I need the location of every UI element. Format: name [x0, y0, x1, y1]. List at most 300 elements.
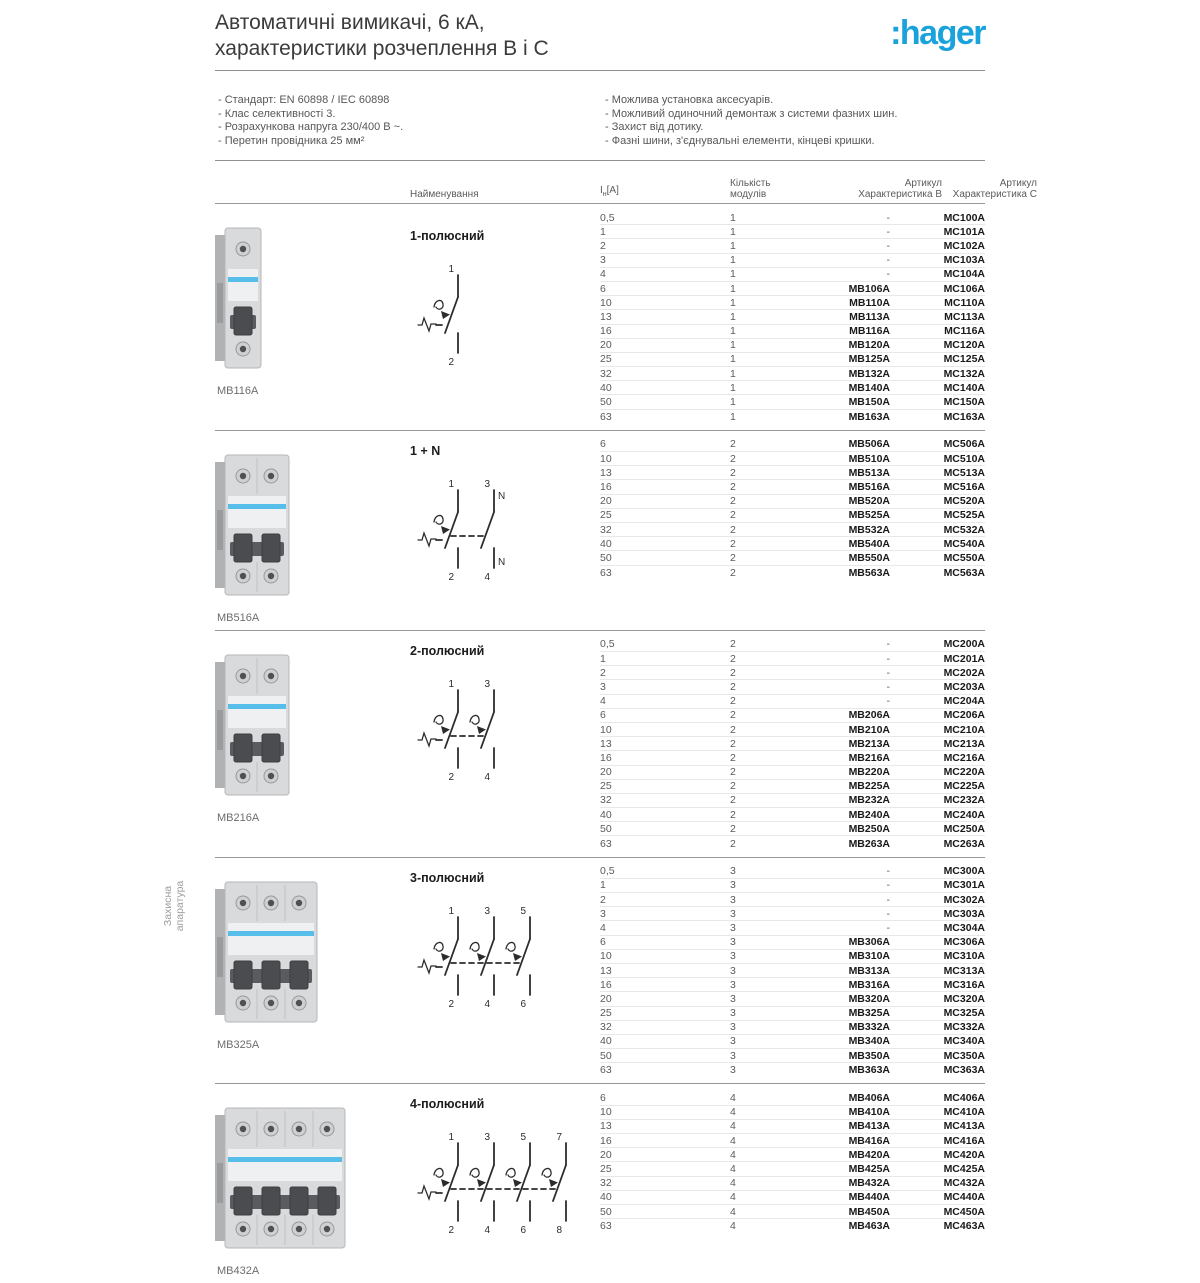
cell-current: 16 — [600, 751, 612, 764]
table-row — [600, 992, 985, 1006]
cell-current: 13 — [600, 310, 612, 323]
svg-text:4: 4 — [484, 771, 490, 783]
cell-current: 13 — [600, 964, 612, 977]
cell-current: 10 — [600, 723, 612, 736]
cell-article-c: MC206A — [943, 709, 985, 722]
cell-current: 2 — [600, 239, 606, 252]
table-row — [600, 1091, 985, 1105]
svg-text:N: N — [498, 556, 506, 568]
cell-current: 20 — [600, 1148, 612, 1161]
table-row — [600, 737, 985, 751]
spec-lists — [218, 94, 988, 148]
cell-current: 25 — [600, 353, 612, 366]
cell-article-c: MC463A — [943, 1220, 985, 1233]
cell-modules: 4 — [730, 1092, 736, 1105]
cell-article-b: MB140A — [848, 381, 890, 394]
cell-modules: 2 — [730, 837, 736, 850]
table-row — [600, 395, 985, 409]
cell-article-c: MC304A — [943, 921, 985, 934]
table-row — [600, 1177, 985, 1191]
table-row — [600, 638, 985, 652]
cell-modules: 4 — [730, 1148, 736, 1161]
breaker-photo — [215, 223, 410, 378]
cell-modules: 4 — [730, 1177, 736, 1190]
cell-modules: 2 — [730, 780, 736, 793]
cell-article-b: MB363A — [848, 1064, 890, 1077]
spec-item: - Фазні шини, з'єднувальні елементи, кінцеві кришки. — [605, 135, 988, 149]
column-header-modules: Кількість модулів — [730, 178, 771, 200]
cell-current: 40 — [600, 1035, 612, 1048]
cell-article-b: MB550A — [848, 551, 890, 564]
cell-article-b: - — [886, 680, 890, 693]
cell-article-b: - — [886, 638, 890, 651]
table-row — [600, 339, 985, 353]
spec-item: - Можлива установка аксесуарів. — [605, 94, 988, 108]
cell-current: 16 — [600, 978, 612, 991]
cell-current: 40 — [600, 537, 612, 550]
cell-modules: 1 — [730, 254, 736, 267]
table-row — [600, 936, 985, 950]
cell-current: 10 — [600, 1106, 612, 1119]
cell-article-c: MC225A — [943, 780, 985, 793]
cell-article-b: MB213A — [848, 737, 890, 750]
cell-article-b: MB116A — [849, 325, 890, 338]
cell-article-b: MB250A — [848, 822, 890, 835]
cell-article-c: MC363A — [943, 1064, 985, 1077]
cell-modules: 2 — [730, 566, 736, 579]
cell-article-b: MB210A — [848, 723, 890, 736]
cell-article-b: - — [886, 652, 890, 665]
cell-article-c: MC410A — [943, 1106, 985, 1119]
cell-article-b: MB320A — [848, 992, 890, 1005]
svg-text:8: 8 — [556, 1225, 562, 1237]
table-row — [600, 1021, 985, 1035]
table-row — [600, 794, 985, 808]
table-row — [600, 780, 985, 794]
side-vertical-label — [162, 851, 186, 961]
cell-current: 20 — [600, 495, 612, 508]
cell-modules: 2 — [730, 466, 736, 479]
cell-article-b: MB106A — [848, 282, 890, 295]
cell-article-c: MC101A — [943, 225, 985, 238]
cell-current: 63 — [600, 410, 612, 423]
table-row — [600, 495, 985, 509]
table-row — [600, 310, 985, 324]
cell-article-c: MC120A — [943, 339, 985, 352]
cell-article-c: MC563A — [943, 566, 985, 579]
cell-modules: 1 — [730, 310, 736, 323]
cell-article-c: MC325A — [943, 1007, 985, 1020]
cell-current: 6 — [600, 936, 606, 949]
cell-modules: 2 — [730, 695, 736, 708]
cell-article-c: MC420A — [943, 1148, 985, 1161]
cell-article-b: MB113A — [849, 310, 890, 323]
column-header-name: Найменування — [410, 189, 479, 200]
svg-text:5: 5 — [520, 1132, 526, 1144]
table-row — [600, 723, 985, 737]
spec-item: - Клас селективності 3. — [218, 108, 605, 122]
breaker-photo — [215, 450, 410, 605]
cell-current: 16 — [600, 1134, 612, 1147]
cell-article-c: MC525A — [943, 509, 985, 522]
cell-modules: 2 — [730, 495, 736, 508]
cell-article-b: MB440A — [848, 1191, 890, 1204]
header-divider — [215, 70, 985, 71]
section-rows — [600, 638, 985, 851]
cell-modules: 3 — [730, 1049, 736, 1062]
cell-article-c: MC550A — [943, 551, 985, 564]
cell-current: 10 — [600, 296, 612, 309]
cell-article-c: MC440A — [943, 1191, 985, 1204]
cell-modules: 1 — [730, 296, 736, 309]
cell-article-c: MC406A — [943, 1092, 985, 1105]
cell-article-c: MC416A — [943, 1134, 985, 1147]
cell-modules: 3 — [730, 950, 736, 963]
cell-current: 50 — [600, 1205, 612, 1218]
cell-article-b: - — [886, 254, 890, 267]
cell-modules: 2 — [730, 737, 736, 750]
cell-current: 20 — [600, 339, 612, 352]
cell-modules: 3 — [730, 1064, 736, 1077]
cell-article-c: MC213A — [943, 737, 985, 750]
cell-article-c: MC102A — [943, 239, 985, 252]
cell-article-c: MC303A — [943, 907, 985, 920]
cell-article-b: MB306A — [848, 936, 890, 949]
table-header — [215, 178, 1037, 204]
breaker-photo-label: MB516A — [217, 611, 260, 624]
cell-article-b: MB510A — [848, 452, 890, 465]
svg-text:2: 2 — [448, 1225, 454, 1237]
table-row — [600, 325, 985, 339]
spec-list-left — [218, 94, 605, 148]
cell-article-c: MC220A — [943, 766, 985, 779]
cell-modules: 2 — [730, 766, 736, 779]
cell-modules: 2 — [730, 794, 736, 807]
table-row — [600, 1134, 985, 1148]
breaker-photo-label: MB216A — [217, 811, 260, 824]
svg-text:1: 1 — [448, 905, 454, 917]
breaker-photo-label: MB116A — [217, 385, 259, 397]
cell-modules: 2 — [730, 551, 736, 564]
section-rows — [600, 211, 985, 424]
svg-text:3: 3 — [484, 678, 490, 690]
spec-item: - Захист від дотику. — [605, 121, 988, 135]
cell-article-b: MB532A — [848, 523, 890, 536]
table-row — [600, 452, 985, 466]
cell-article-b: - — [886, 268, 890, 281]
table-row — [600, 1106, 985, 1120]
cell-article-b: MB450A — [848, 1205, 890, 1218]
table-row — [600, 907, 985, 921]
cell-modules: 2 — [730, 723, 736, 736]
cell-article-b: MB406A — [848, 1092, 890, 1105]
cell-article-c: MC110A — [944, 296, 985, 309]
table-row — [600, 225, 985, 239]
cell-article-b: MB413A — [848, 1120, 890, 1133]
cell-current: 63 — [600, 566, 612, 579]
cell-article-c: MC506A — [943, 438, 985, 451]
cell-current: 32 — [600, 523, 612, 536]
cell-article-c: MC302A — [943, 893, 985, 906]
cell-modules: 2 — [730, 666, 736, 679]
cell-current: 40 — [600, 808, 612, 821]
circuit-diagram-icon — [416, 1125, 600, 1242]
cell-article-b: - — [886, 211, 890, 224]
cell-current: 6 — [600, 1092, 606, 1105]
side-label-line2: апаратура — [174, 880, 186, 932]
sections — [215, 204, 985, 1283]
cell-article-b: MB110A — [849, 296, 890, 309]
cell-article-c: MC204A — [943, 695, 985, 708]
cell-current: 10 — [600, 452, 612, 465]
product-section — [215, 431, 985, 631]
cell-article-b: MB220A — [848, 766, 890, 779]
cell-article-b: MB125A — [848, 353, 890, 366]
table-row — [600, 893, 985, 907]
cell-article-b: MB216A — [848, 751, 890, 764]
cell-current: 13 — [600, 1120, 612, 1133]
cell-modules: 4 — [730, 1120, 736, 1133]
cell-article-b: - — [886, 239, 890, 252]
product-section — [215, 858, 985, 1085]
column-header-article-c: Артикул Характеристика C — [952, 178, 1037, 200]
cell-article-c: MC320A — [943, 992, 985, 1005]
circuit-diagram-icon — [416, 672, 600, 789]
cell-article-b: MB316A — [848, 978, 890, 991]
svg-text:1: 1 — [448, 478, 454, 490]
cell-current: 32 — [600, 1177, 612, 1190]
spec-list-right — [605, 94, 988, 148]
table-row — [600, 566, 985, 580]
cell-current: 25 — [600, 1162, 612, 1175]
cell-current: 32 — [600, 367, 612, 380]
cell-modules: 3 — [730, 936, 736, 949]
cell-modules: 3 — [730, 893, 736, 906]
svg-text:6: 6 — [520, 998, 526, 1010]
table-row — [600, 480, 985, 494]
cell-article-b: - — [886, 225, 890, 238]
cell-article-c: MC510A — [943, 452, 985, 465]
table-row — [600, 751, 985, 765]
cell-article-c: MC306A — [943, 936, 985, 949]
cell-modules: 1 — [730, 211, 736, 224]
table-row — [600, 551, 985, 565]
cell-current: 3 — [600, 680, 606, 693]
table-row — [600, 964, 985, 978]
svg-text:3: 3 — [484, 1132, 490, 1144]
cell-modules: 1 — [730, 396, 736, 409]
cell-modules: 3 — [730, 978, 736, 991]
cell-modules: 1 — [730, 282, 736, 295]
cell-current: 1 — [600, 652, 606, 665]
svg-text:4: 4 — [484, 1225, 490, 1237]
cell-article-c: MC140A — [943, 381, 985, 394]
product-table — [215, 178, 1037, 1283]
section-title: 2-полюсний — [410, 643, 485, 658]
cell-article-b: - — [886, 893, 890, 906]
specs-divider — [215, 160, 985, 161]
cell-article-b: MB150A — [848, 396, 890, 409]
cell-modules: 3 — [730, 907, 736, 920]
cell-current: 6 — [600, 438, 606, 451]
cell-article-c: MC540A — [943, 537, 985, 550]
svg-text:5: 5 — [520, 905, 526, 917]
cell-article-b: MB163A — [848, 410, 890, 423]
cell-modules: 2 — [730, 537, 736, 550]
cell-modules: 3 — [730, 1035, 736, 1048]
cell-article-c: MC413A — [943, 1120, 985, 1133]
cell-modules: 2 — [730, 680, 736, 693]
cell-article-b: MB416A — [848, 1134, 890, 1147]
section-title: 3-полюсний — [410, 870, 485, 885]
cell-modules: 1 — [730, 239, 736, 252]
cell-current: 25 — [600, 1007, 612, 1020]
section-rows — [600, 1091, 985, 1277]
svg-text:1: 1 — [448, 678, 454, 690]
cell-article-c: MC210A — [943, 723, 985, 736]
cell-modules: 1 — [730, 410, 736, 423]
cell-article-b: - — [886, 879, 890, 892]
page-title-line2: характеристики розчеплення B і C — [215, 37, 549, 60]
cell-modules: 4 — [730, 1220, 736, 1233]
cell-article-b: - — [886, 666, 890, 679]
svg-text:4: 4 — [484, 571, 490, 583]
cell-modules: 2 — [730, 709, 736, 722]
page-header — [215, 10, 985, 62]
svg-text:2: 2 — [448, 998, 454, 1010]
cell-article-b: MB425A — [848, 1162, 890, 1175]
cell-current: 1 — [600, 225, 606, 238]
table-row — [600, 1007, 985, 1021]
cell-article-b: MB332A — [848, 1021, 890, 1034]
cell-current: 13 — [600, 737, 612, 750]
table-row — [600, 296, 985, 310]
cell-article-c: MC301A — [943, 879, 985, 892]
cell-article-c: MC532A — [943, 523, 985, 536]
breaker-photo — [215, 650, 410, 805]
cell-current: 63 — [600, 837, 612, 850]
table-row — [600, 211, 985, 225]
cell-article-c: MC313A — [943, 964, 985, 977]
section-title: 4-полюсний — [410, 1097, 485, 1112]
cell-current: 32 — [600, 1021, 612, 1034]
cell-article-c: MC125A — [943, 353, 985, 366]
cell-current: 32 — [600, 794, 612, 807]
cell-current: 4 — [600, 921, 606, 934]
table-row — [600, 666, 985, 680]
cell-modules: 2 — [730, 751, 736, 764]
cell-modules: 1 — [730, 225, 736, 238]
product-section — [215, 204, 985, 431]
cell-article-b: MB540A — [848, 537, 890, 550]
cell-modules: 4 — [730, 1106, 736, 1119]
cell-article-b: MB513A — [848, 466, 890, 479]
table-row — [600, 537, 985, 551]
cell-article-c: MC106A — [943, 282, 985, 295]
cell-current: 3 — [600, 254, 606, 267]
cell-modules: 2 — [730, 822, 736, 835]
cell-article-b: MB263A — [848, 837, 890, 850]
cell-article-c: MC332A — [943, 1021, 985, 1034]
cell-article-b: MB240A — [848, 808, 890, 821]
breaker-photo-label: MB325A — [217, 1038, 260, 1051]
cell-modules: 3 — [730, 921, 736, 934]
cell-article-b: MB120A — [848, 339, 890, 352]
table-row — [600, 268, 985, 282]
product-section — [215, 631, 985, 858]
breaker-photo — [215, 1103, 410, 1258]
cell-article-c: MC516A — [943, 480, 985, 493]
cell-modules: 4 — [730, 1191, 736, 1204]
table-row — [600, 822, 985, 836]
table-row — [600, 466, 985, 480]
cell-current: 20 — [600, 766, 612, 779]
side-label-line1: Захисна — [162, 885, 174, 927]
table-row — [600, 381, 985, 395]
cell-modules: 4 — [730, 1205, 736, 1218]
table-row — [600, 1191, 985, 1205]
cell-article-b: MB516A — [848, 480, 890, 493]
cell-current: 50 — [600, 551, 612, 564]
cell-current: 4 — [600, 695, 606, 708]
cell-current: 0,5 — [600, 865, 615, 878]
cell-current: 16 — [600, 325, 612, 338]
cell-article-b: MB232A — [848, 794, 890, 807]
page-title-line1: Автоматичні вимикачі, 6 кА, — [215, 11, 485, 34]
cell-article-c: MC104A — [943, 268, 985, 281]
svg-text:3: 3 — [484, 478, 490, 490]
cell-modules: 3 — [730, 865, 736, 878]
svg-text:N: N — [498, 490, 506, 502]
table-row — [600, 695, 985, 709]
cell-current: 25 — [600, 509, 612, 522]
table-row — [600, 239, 985, 253]
cell-modules: 2 — [730, 808, 736, 821]
cell-article-c: MC103A — [943, 254, 985, 267]
cell-article-b: MB410A — [848, 1106, 890, 1119]
cell-article-c: MC340A — [943, 1035, 985, 1048]
table-row — [600, 1049, 985, 1063]
cell-modules: 1 — [730, 325, 736, 338]
table-row — [600, 709, 985, 723]
cell-article-b: MB340A — [848, 1035, 890, 1048]
cell-article-b: MB563A — [848, 566, 890, 579]
cell-modules: 4 — [730, 1162, 736, 1175]
cell-current: 1 — [600, 879, 606, 892]
circuit-diagram-icon — [416, 257, 600, 374]
cell-article-c: MC203A — [943, 680, 985, 693]
cell-modules: 2 — [730, 480, 736, 493]
cell-modules: 2 — [730, 452, 736, 465]
cell-article-b: MB350A — [848, 1049, 890, 1062]
cell-article-c: MC425A — [943, 1162, 985, 1175]
cell-modules: 2 — [730, 652, 736, 665]
cell-article-b: MB225A — [848, 780, 890, 793]
cell-article-b: MB313A — [848, 964, 890, 977]
spec-item: - Розрахункова напруга 230/400 В ~. — [218, 121, 605, 135]
cell-modules: 2 — [730, 509, 736, 522]
table-row — [600, 1205, 985, 1219]
table-row — [600, 950, 985, 964]
table-row — [600, 978, 985, 992]
section-title: 1 + N — [410, 443, 441, 458]
cell-current: 25 — [600, 780, 612, 793]
cell-current: 50 — [600, 1049, 612, 1062]
circuit-diagram-icon — [416, 899, 600, 1016]
cell-current: 2 — [600, 893, 606, 906]
cell-article-b: MB325A — [848, 1007, 890, 1020]
cell-article-c: MC232A — [943, 794, 985, 807]
